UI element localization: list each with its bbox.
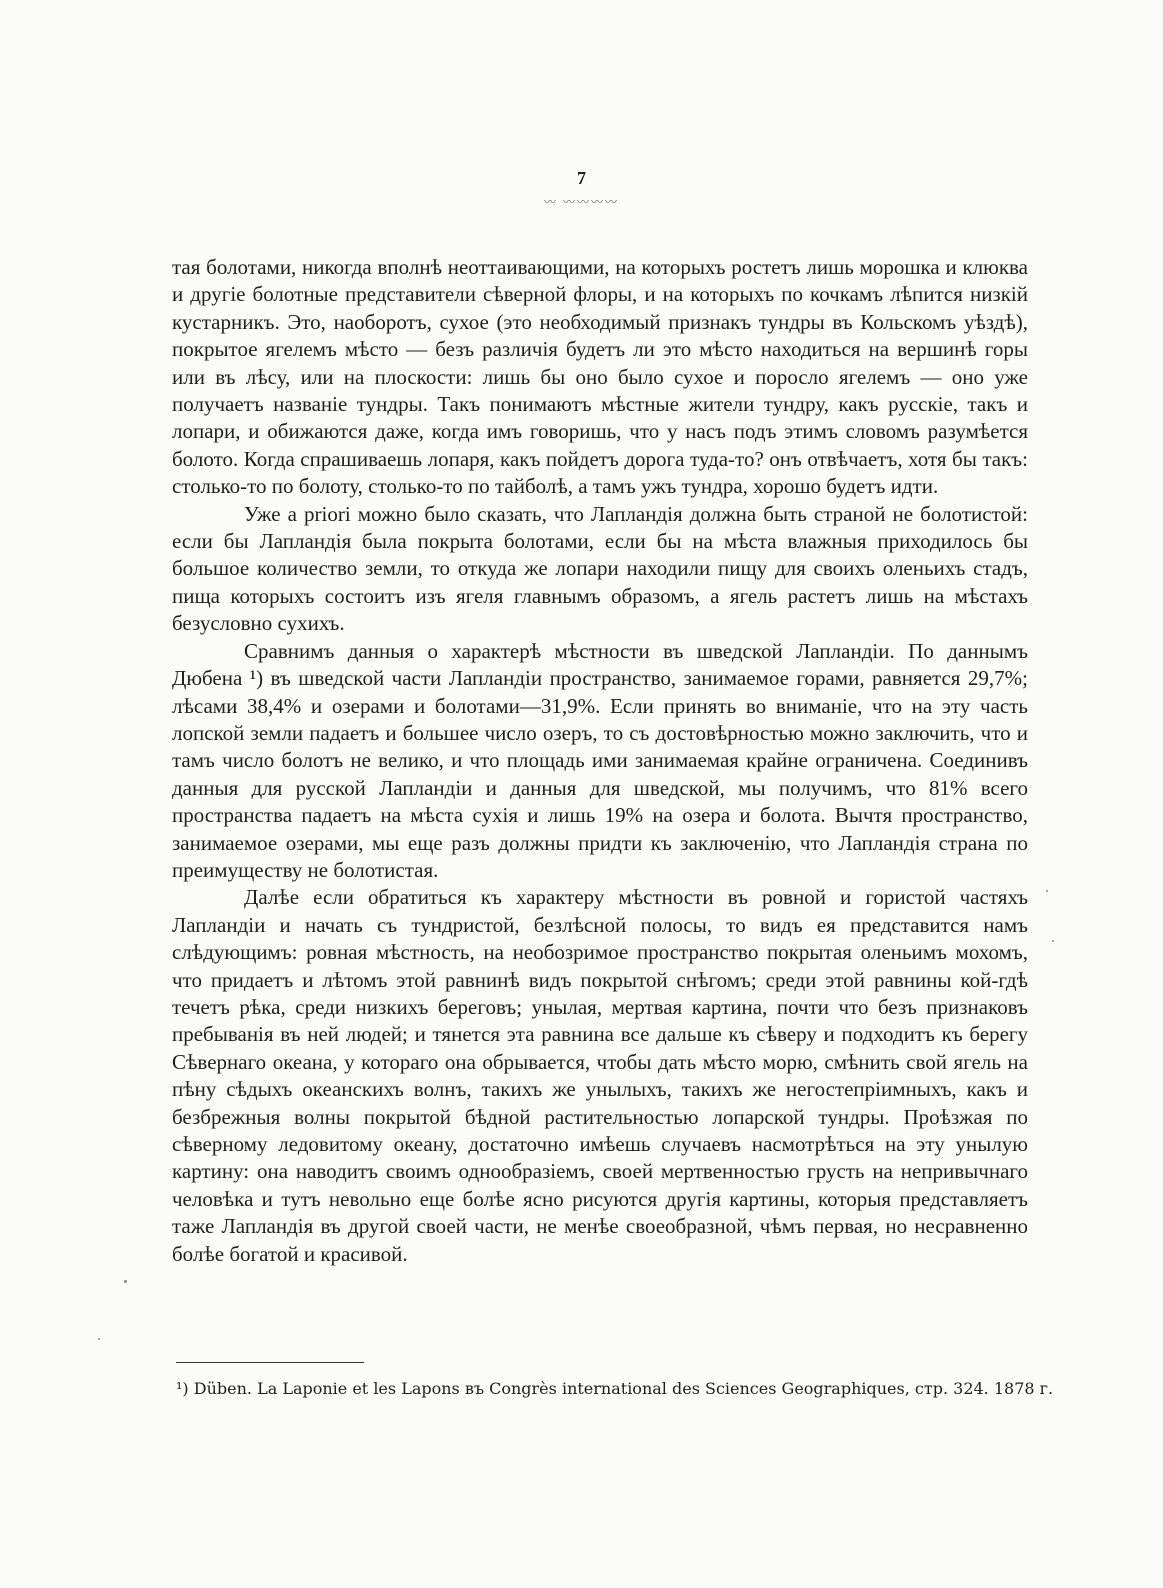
paragraph-2: Уже a priori можно было сказать, что Лапландія должна быть страной не болотистой: если бы Лапландія была покрыта болотами, если бы на мѣста влажныя приходилось бы большое количество земли, то откуда же лопари находили пищу для своихъ оленьихъ стадъ, пища которыхъ состоитъ изъ ягеля главнымъ образомъ, а ягель растетъ лишь на мѣстахъ безусловно сухихъ. — [172, 501, 1028, 636]
page-number: 7 — [577, 168, 586, 188]
print-speck — [98, 1338, 100, 1340]
print-speck — [1052, 940, 1054, 942]
paragraph-3: Сравнимъ данныя о характерѣ мѣстности въ шведской Лапландіи. По даннымъ Дюбена ¹) въ шведской части Лапландіи пространство, занимаемое горами, равняется 29,7%; лѣсами 38,4% и озерами и болотами—31,9%. Если принять во вниманіе, что на эту часть лопской земли падаетъ и большее число озеръ, то съ достовѣрностью можно заключить, что и тамъ число болотъ не велико, и что площадь ими занимаемая крайне ограничена. Соединивъ данныя для русской Лапландіи и данныя для шведской, мы получимъ, что 81% всего пространства падаетъ на мѣста сухія и лишь 19% на озера и болота. Вычтя пространство, занимаемое озерами, мы еще разъ должны придти къ заключенію, что Лапландія страна по преимуществу не болотистая. — [172, 638, 1028, 882]
body-text — [172, 254, 1028, 1268]
print-speck — [1046, 890, 1048, 892]
paragraph-1: тая болотами, никогда вполнѣ неоттаивающими, на которыхъ ростетъ лишь морошка и клюква и другіе болотные представители сѣверной флоры, и на которыхъ по кочкамъ лѣпится низкій кустарникъ. Это, наоборотъ, сухое (это необходимый признакъ тундры въ Кольскомъ уѣздѣ), покрытое ягелемъ мѣсто — безъ различія будетъ ли это мѣсто находиться на вершинѣ горы или въ лѣсу, или на плоскости: лишь бы оно было сухое и поросло ягелемъ — оно уже получаетъ названіе тундры. Такъ понимаютъ мѣстные жители тундру, какъ русскіе, такъ и лопари, и обижаются даже, когда имъ говоришь, что у насъ подъ этимъ словомъ разумѣется болото. Когда спрашиваешь лопаря, какъ пойдетъ дорога туда-то? онъ отвѣчаетъ, хотя бы такъ: столько-то по болоту, столько-то по тайболѣ, а тамъ ужъ тундра, хорошо будетъ идти. — [172, 255, 1028, 499]
footnote-rule — [176, 1362, 364, 1363]
paragraph-4: Далѣе если обратиться къ характеру мѣстности въ ровной и гористой частяхъ Лапландіи и начать съ тундристой, безлѣсной полосы, то видъ ея представится намъ слѣдующимъ: ровная мѣстность, на необозримое пространство покрытая оленьимъ мохомъ, что придаетъ и лѣтомъ этой равнинѣ видъ покрытой снѣгомъ; среди этой равнины кой-гдѣ течетъ рѣка, среди низкихъ береговъ; унылая, мертвая картина, почти что безъ признаковъ пребыванія въ ней людей; и тянется эта равнина все дальше къ сѣверу и подходитъ къ берегу Сѣвернаго океана, у котораго она обрывается, чтобы дать мѣсто морю, смѣнить свой ягель на пѣну сѣдыхъ океанскихъ волнъ, такихъ же унылыхъ, такихъ же негостепріимныхъ, какъ и безбрежныя волны покрытой бѣдной растительностью лопарской тундры. Проѣзжая по сѣверному ледовитому океану, достаточно имѣешь случаевъ насмотрѣться на эту унылую картину: она наводитъ своимъ однообразіемъ, своей мертвенностью грусть на непривычнаго человѣка и тутъ невольно еще болѣе ясно рисуются другія картины, которыя представляетъ таже Лапландія въ другой своей части, не менѣе своеобразной, чѣмъ первая, но несравненно болѣе богатой и красивой. — [172, 885, 1028, 1266]
footnote: ¹) Düben. La Laponie et les Lapons въ Congrès international des Sciences Geographiques, стр. 324. 1878 г. — [176, 1379, 1054, 1398]
print-speck — [124, 1280, 127, 1283]
ornament-divider: 〰 〰〰〰〰 — [543, 195, 619, 209]
